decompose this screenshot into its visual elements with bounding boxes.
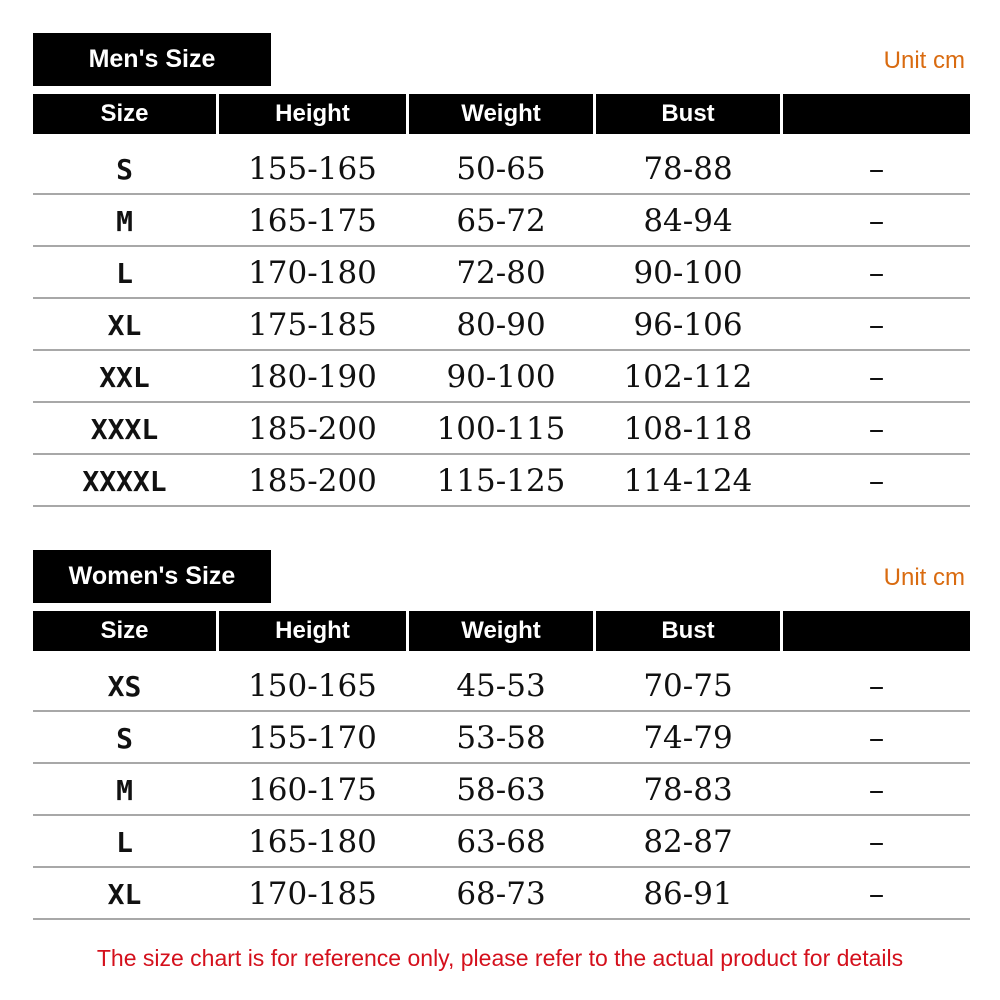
cell-extra: – [868,255,885,291]
womens-unit-label: Unit cm [883,564,965,591]
cell-height: 175-185 [248,307,377,343]
table-row [33,403,970,455]
cell-weight: 65-72 [456,203,546,239]
table-row [33,868,970,920]
cell-height: 185-200 [248,411,377,447]
cell-bust: 102-112 [623,359,753,395]
cell-extra: – [868,824,885,860]
cell-bust: 74-79 [643,720,733,756]
cell-bust: 108-118 [623,411,753,447]
mens-size-title: Men's Size [33,33,271,86]
table-row [33,660,970,712]
womens-table-header [33,611,970,651]
cell-weight: 63-68 [456,824,546,860]
cell-height: 155-165 [248,151,377,187]
header-height: Height [219,611,406,651]
cell-bust: 70-75 [643,668,733,704]
cell-bust: 86-91 [643,876,733,912]
cell-height: 165-175 [248,203,377,239]
cell-extra: – [868,668,885,704]
cell-height: 185-200 [248,463,377,499]
cell-bust: 78-88 [643,151,733,187]
header-weight: Weight [409,611,593,651]
header-weight: Weight [409,94,593,134]
womens-size-title: Women's Size [33,550,271,603]
cell-extra: – [868,307,885,343]
header-size: Size [33,94,216,134]
cell-height: 150-165 [248,668,377,704]
table-row [33,299,970,351]
cell-size: XS [107,669,142,703]
cell-extra: – [868,772,885,808]
cell-size: XXL [99,360,150,394]
cell-weight: 53-58 [456,720,546,756]
cell-size: S [116,152,133,186]
disclaimer-note: The size chart is for reference only, please refer to the actual product for details [96,945,904,971]
mens-unit-label: Unit cm [883,47,965,74]
cell-extra: – [868,876,885,912]
table-row [33,764,970,816]
cell-size: M [116,773,133,807]
cell-bust: 84-94 [643,203,733,239]
mens-table-body [33,143,970,507]
cell-size: XXXXL [82,464,167,498]
table-row [33,816,970,868]
cell-bust: 90-100 [633,255,743,291]
cell-extra: – [868,359,885,395]
cell-height: 165-180 [248,824,377,860]
table-row [33,351,970,403]
cell-weight: 90-100 [446,359,556,395]
cell-extra: – [868,203,885,239]
cell-extra: – [868,411,885,447]
cell-size: L [116,825,133,859]
cell-size: M [116,204,133,238]
table-row [33,455,970,507]
cell-extra: – [868,463,885,499]
header-extra [783,94,970,134]
cell-size: XL [107,877,142,911]
table-row [33,712,970,764]
cell-bust: 114-124 [623,463,753,499]
header-bust: Bust [596,94,780,134]
cell-size: XL [107,308,142,342]
cell-weight: 50-65 [456,151,546,187]
table-row [33,247,970,299]
cell-bust: 78-83 [643,772,733,808]
header-extra [783,611,970,651]
cell-height: 170-180 [248,255,377,291]
cell-bust: 96-106 [633,307,743,343]
cell-extra: – [868,720,885,756]
cell-extra: – [868,151,885,187]
mens-table-header [33,94,970,134]
table-row [33,143,970,195]
cell-weight: 80-90 [456,307,546,343]
cell-height: 170-185 [248,876,377,912]
womens-table-body [33,660,970,920]
cell-weight: 72-80 [456,255,546,291]
cell-weight: 100-115 [436,411,566,447]
cell-bust: 82-87 [643,824,733,860]
cell-weight: 115-125 [436,463,566,499]
cell-height: 180-190 [248,359,377,395]
cell-weight: 58-63 [456,772,546,808]
header-bust: Bust [596,611,780,651]
cell-height: 155-170 [248,720,377,756]
table-row [33,195,970,247]
cell-size: L [116,256,133,290]
cell-size: XXXL [90,412,159,446]
cell-weight: 45-53 [456,668,546,704]
header-size: Size [33,611,216,651]
cell-size: S [116,721,133,755]
cell-weight: 68-73 [456,876,546,912]
cell-height: 160-175 [248,772,377,808]
header-height: Height [219,94,406,134]
